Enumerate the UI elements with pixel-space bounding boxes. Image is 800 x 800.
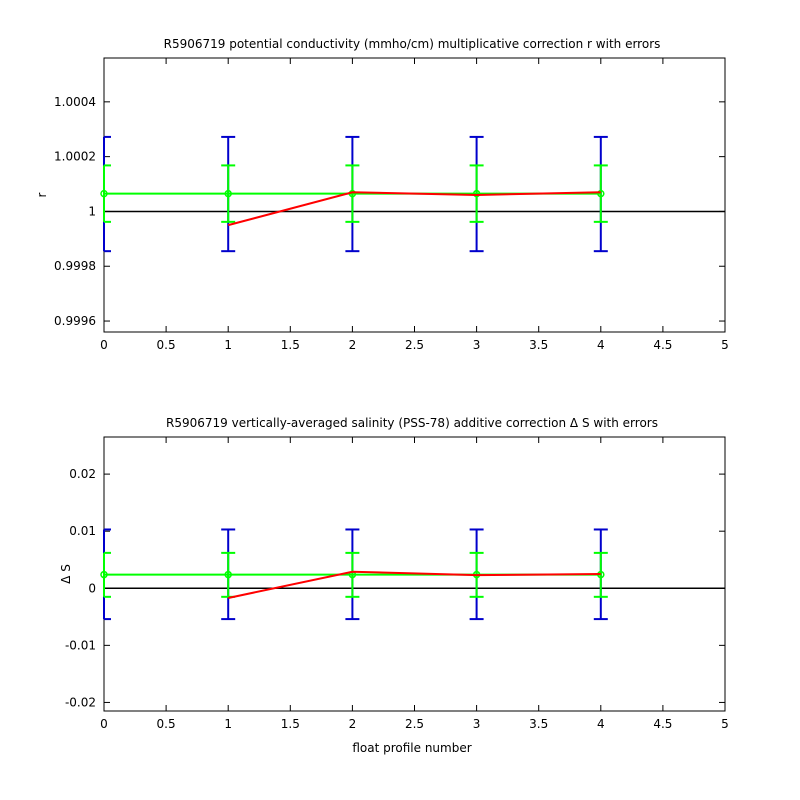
y-tick-label: 0.01 — [69, 524, 96, 539]
x-tick-label: 2 — [348, 717, 357, 731]
x-tick-label: 4.5 — [653, 338, 673, 352]
x-tick-label: 3.5 — [529, 717, 549, 731]
x-tick-label: 3 — [472, 338, 481, 352]
y-tick-label: 0.9998 — [54, 259, 96, 274]
y-tick-label: -0.01 — [64, 638, 96, 653]
x-tick-label: 4 — [596, 717, 605, 731]
x-tick-label: 0 — [100, 338, 108, 352]
x-tick-label: 1.5 — [280, 338, 300, 352]
x-tick-label: 0 — [100, 717, 108, 731]
x-tick-label: 0.5 — [156, 338, 176, 352]
x-tick-label: 1.5 — [280, 717, 300, 731]
chart-title: R5906719 potential conductivity (mmho/cm) multiplicative correction r with errors — [163, 37, 661, 51]
chart-title: R5906719 vertically-averaged salinity (PSS-78) additive correction Δ S with errors — [166, 416, 658, 430]
x-tick-label: 0.5 — [156, 717, 176, 731]
y-tick-label: 1.0002 — [54, 149, 96, 164]
x-tick-label: 2.5 — [404, 717, 425, 731]
x-tick-label: 4.5 — [653, 717, 673, 731]
y-tick-label: 0.02 — [69, 467, 96, 482]
x-tick-label: 3.5 — [529, 338, 549, 352]
x-tick-label: 1 — [224, 717, 233, 731]
x-tick-label: 2.5 — [404, 338, 425, 352]
y-tick-label: -0.02 — [64, 695, 96, 710]
x-tick-label: 1 — [224, 338, 233, 352]
y-axis-label: r — [35, 192, 49, 198]
y-tick-label: 0 — [88, 581, 96, 596]
y-tick-label: 0.9996 — [54, 314, 96, 329]
x-tick-label: 5 — [721, 717, 729, 731]
x-axis-label: float profile number — [352, 741, 472, 755]
x-tick-label: 3 — [472, 717, 481, 731]
x-tick-label: 4 — [596, 338, 605, 352]
x-tick-label: 5 — [721, 338, 729, 352]
y-tick-label: 1 — [88, 204, 96, 219]
y-axis-label: Δ S — [59, 564, 73, 584]
x-tick-label: 2 — [348, 338, 357, 352]
y-tick-label: 1.0004 — [54, 94, 96, 109]
